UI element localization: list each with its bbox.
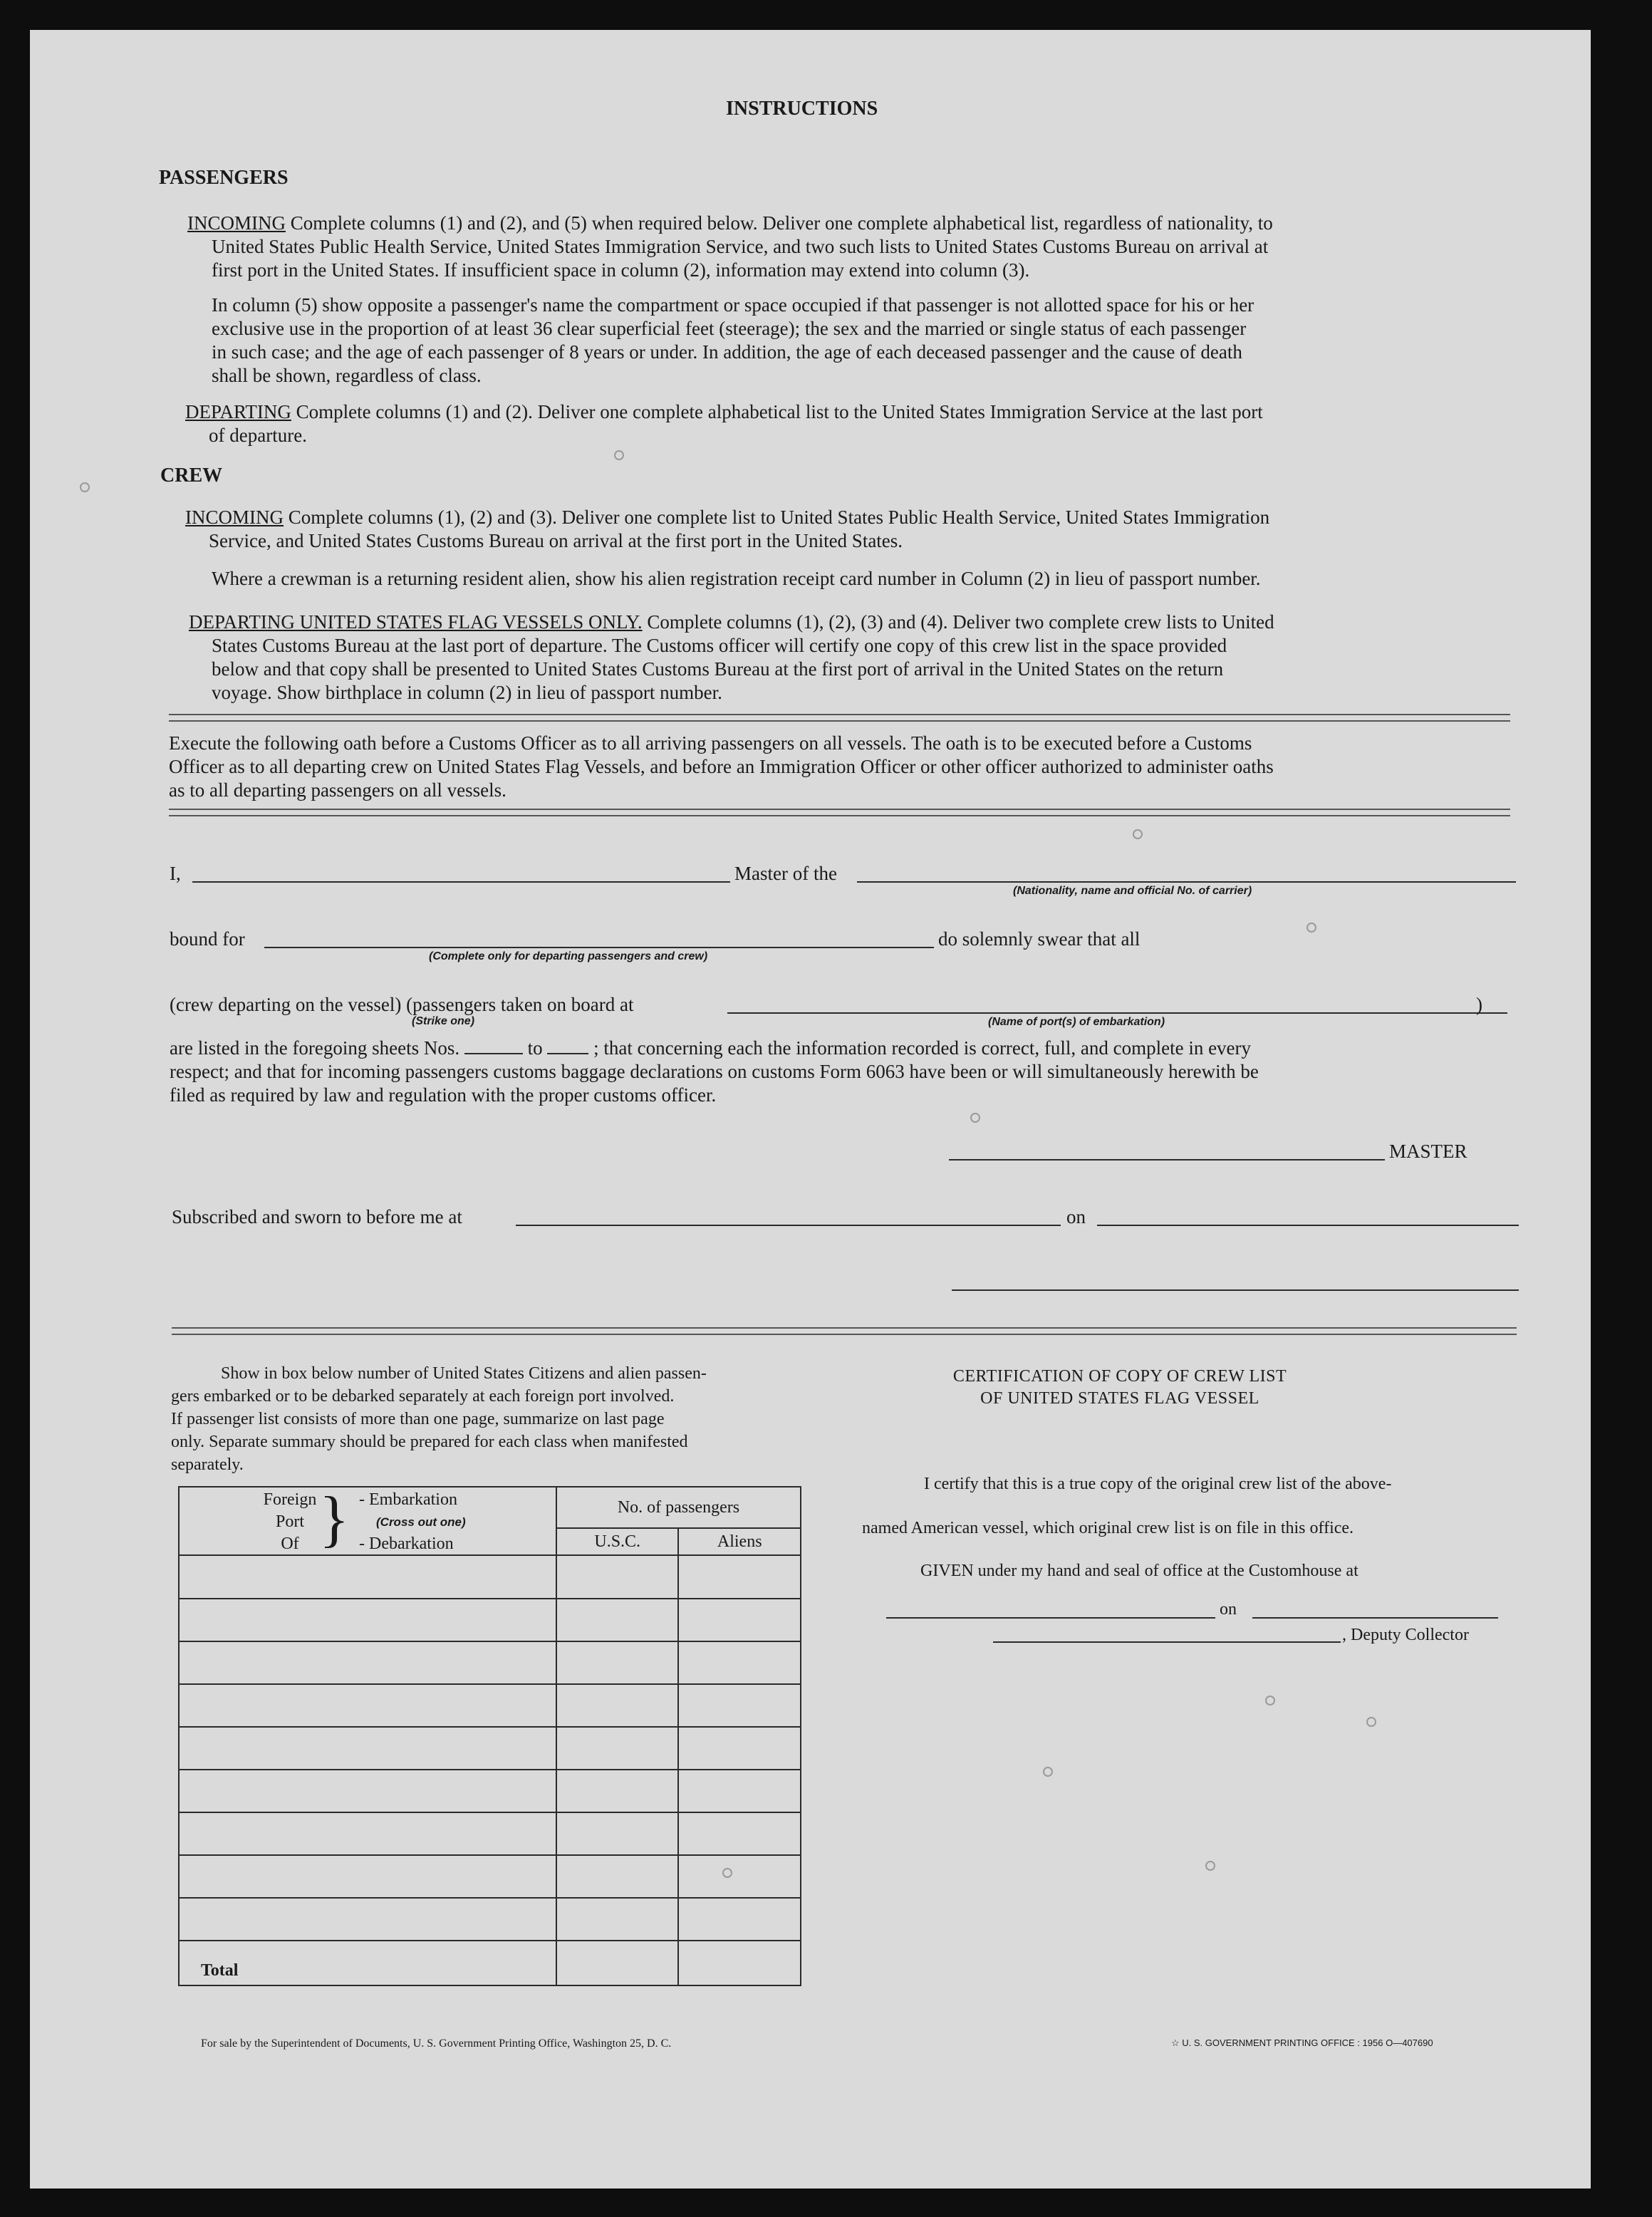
certify-line1: I certify that this is a true copy of the original crew list of the above- (924, 1475, 1392, 1493)
footer-sale-note: For sale by the Superintendent of Documents, U. S. Government Printing Office, Washington 25, D. C. (201, 2037, 672, 2050)
cross-out-label: (Cross out one) (376, 1515, 466, 1529)
officer-signature-field[interactable] (952, 1289, 1519, 1291)
port-cell[interactable] (179, 1641, 556, 1684)
paper-speck (1366, 1717, 1376, 1727)
carrier-caption: (Nationality, name and official No. of carrier) (1013, 885, 1252, 897)
certification-date-field[interactable] (1252, 1617, 1498, 1619)
swear-label: do solemnly swear that all (938, 928, 1141, 950)
usc-cell[interactable] (556, 1555, 679, 1599)
usc-total-cell[interactable] (556, 1941, 679, 1985)
footer-print-note: ☆ U. S. GOVERNMENT PRINTING OFFICE : 1956 O—407690 (1171, 2037, 1433, 2048)
crew-heading: CREW (160, 464, 223, 487)
subscribed-place-field[interactable] (516, 1225, 1061, 1226)
listed-to: to (527, 1037, 543, 1059)
certification-title-line2: OF UNITED STATES FLAG VESSEL (980, 1389, 1259, 1408)
aliens-cell[interactable] (678, 1599, 801, 1641)
paper-speck (1043, 1767, 1053, 1777)
port-cell[interactable] (179, 1599, 556, 1641)
passengers-departing-label: DEPARTING (185, 401, 291, 422)
summary-line2: gers embarked or to be debarked separately at each foreign port involved. (171, 1387, 675, 1406)
usc-cell[interactable] (556, 1641, 679, 1684)
aliens-cell[interactable] (678, 1812, 801, 1855)
bound-caption: (Complete only for departing passengers and crew) (429, 950, 708, 962)
column5-line1: In column (5) show opposite a passenger's name the compartment or space occupied if that passenger is not allotted space for his or her (212, 294, 1254, 316)
subscribed-label: Subscribed and sworn to before me at (172, 1206, 462, 1227)
port-cell[interactable] (179, 1898, 556, 1941)
port-header-cell (179, 1487, 556, 1555)
paper-speck (614, 450, 624, 460)
oath-instructions-line3: as to all departing passengers on all vessels. (169, 779, 506, 801)
crew-departing-line4: voyage. Show birthplace in column (2) in lieu of passport number. (212, 682, 722, 703)
divider (169, 714, 1510, 722)
paper-speck (1265, 1696, 1275, 1705)
certification-title (863, 1366, 1376, 1410)
summary-line1: Show in box below number of United States Citizens and alien passen- (221, 1364, 707, 1383)
port-cell[interactable] (179, 1770, 556, 1812)
crew-departing-label: DEPARTING UNITED STATES FLAG VESSELS ONLY. (189, 611, 643, 633)
usc-cell[interactable] (556, 1727, 679, 1770)
crew-resident-line: Where a crewman is a returning resident alien, show his alien registration receipt card number in Column (2) in lieu of passport number. (212, 568, 1261, 589)
master-signature-field[interactable] (949, 1159, 1385, 1161)
bound-for-label: bound for (170, 928, 245, 950)
crew-departing-line3: below and that copy shall be presented to United States Customs Bureau at the first port of arrival in the United States on the return (212, 658, 1224, 680)
aliens-cell[interactable] (678, 1855, 801, 1898)
aliens-cell[interactable] (678, 1898, 801, 1941)
summary-instructions (171, 1362, 707, 1476)
subscribed-on-label: on (1066, 1206, 1086, 1227)
crew-incoming-text: Complete columns (1), (2) and (3). Deliver one complete list to United States Public Health Service, United States Immigration (288, 507, 1270, 528)
paper-speck (1133, 829, 1143, 839)
no-of-passengers-header: No. of passengers (556, 1487, 801, 1528)
port-cell[interactable] (179, 1727, 556, 1770)
oath-instructions-line2: Officer as to all departing crew on United States Flag Vessels, and before an Immigration Officer or other officer authorized to administer oaths (169, 756, 1274, 777)
foreign-label: Foreign (263, 1490, 317, 1509)
master-of-the-label: Master of the (734, 863, 837, 884)
column5-line3: in such case; and the age of each passenger of 8 years or under. In addition, the age of each deceased passenger and the cause of death (212, 341, 1242, 363)
master-label: MASTER (1389, 1141, 1467, 1162)
usc-cell[interactable] (556, 1599, 679, 1641)
port-cell[interactable] (179, 1684, 556, 1727)
aliens-cell[interactable] (678, 1555, 801, 1599)
passengers-departing-line2: of departure. (209, 425, 307, 446)
aliens-cell[interactable] (678, 1770, 801, 1812)
master-name-field[interactable] (192, 881, 730, 883)
crew-incoming-line1 (185, 506, 1269, 529)
column5-line2: exclusive use in the proportion of at least 36 clear superficial feet (steerage); the sex and the married or single status of each passenger (212, 318, 1247, 339)
debarkation-label: - Debarkation (359, 1535, 454, 1553)
divider (169, 809, 1510, 816)
subscribed-date-field[interactable] (1097, 1225, 1519, 1226)
summary-line4: only. Separate summary should be prepared for each class when manifested (171, 1433, 688, 1451)
divider (172, 1327, 1517, 1335)
filed-line: filed as required by law and regulation with the proper customs officer. (170, 1084, 717, 1106)
column5-line4: shall be shown, regardless of class. (212, 365, 482, 386)
deputy-signature-field[interactable] (993, 1641, 1341, 1643)
customhouse-field[interactable] (886, 1617, 1215, 1619)
usc-cell[interactable] (556, 1770, 679, 1812)
crew-departing-line2: States Customs Bureau at the last port of departure. The Customs officer will certify one copy of this crew list in the space provided (212, 635, 1227, 656)
aliens-total-cell[interactable] (678, 1941, 801, 1985)
summary-line5: separately. (171, 1455, 244, 1474)
oath-instructions-line1: Execute the following oath before a Customs Officer as to all arriving passengers on all vessels. The oath is to be executed before a Customs (169, 732, 1252, 754)
paper-speck (722, 1868, 732, 1878)
sheet-to-field[interactable] (547, 1053, 588, 1054)
passengers-heading: PASSENGERS (159, 167, 289, 189)
embarkation-label: - Embarkation (359, 1490, 457, 1509)
close-paren: ) (1476, 994, 1482, 1015)
aliens-cell[interactable] (678, 1727, 801, 1770)
passengers-incoming-line3: first port in the United States. If insufficient space in column (2), information may extend into column (3). (212, 259, 1030, 281)
listed-text-a: are listed in the foregoing sheets Nos. (170, 1037, 460, 1059)
listed-line (170, 1037, 1251, 1060)
paper-speck (970, 1113, 980, 1123)
usc-cell[interactable] (556, 1684, 679, 1727)
passengers-departing-line1 (185, 400, 1263, 424)
aliens-cell[interactable] (678, 1684, 801, 1727)
summary-line3: If passenger list consists of more than one page, summarize on last page (171, 1410, 665, 1428)
total-label: Total (179, 1941, 556, 1985)
usc-cell[interactable] (556, 1812, 679, 1855)
respect-line: respect; and that for incoming passengers customs baggage declarations on customs Form 6063 have been or will simultaneously herewith be (170, 1061, 1259, 1082)
crew-departing-line1 (189, 611, 1274, 634)
port-cell[interactable] (179, 1855, 556, 1898)
crew-incoming-line2: Service, and United States Customs Bureau on arrival at the first port in the United States. (209, 530, 903, 551)
ports-field[interactable] (727, 1012, 1507, 1014)
oath-i-label: I, (170, 863, 181, 884)
crew-departing-label: (crew departing on the vessel) (passengers taken on board at (170, 994, 634, 1015)
ports-caption: (Name of port(s) of embarkation) (988, 1016, 1165, 1028)
aliens-cell[interactable] (678, 1641, 801, 1684)
certification-title-line1: CERTIFICATION OF COPY OF CREW LIST (952, 1367, 1287, 1386)
passengers-incoming-label: INCOMING (187, 212, 286, 234)
certify-line2: named American vessel, which original crew list is on file in this office. (862, 1519, 1354, 1537)
passengers-incoming-text: Complete columns (1) and (2), and (5) when required below. Deliver one complete alphabetical list, regardless of nationality, to (290, 212, 1273, 234)
crew-incoming-label: INCOMING (185, 507, 284, 528)
page-title: INSTRUCTIONS (726, 98, 878, 120)
of-label: Of (281, 1535, 299, 1553)
port-cell[interactable] (179, 1555, 556, 1599)
crew-departing-text: Complete columns (1), (2), (3) and (4). Deliver two complete crew lists to United (647, 611, 1274, 633)
given-line: GIVEN under my hand and seal of office at the Customhouse at (920, 1562, 1359, 1580)
paper-speck (1205, 1861, 1215, 1871)
port-cell[interactable] (179, 1812, 556, 1855)
usc-cell[interactable] (556, 1898, 679, 1941)
passengers-incoming-line2: United States Public Health Service, United States Immigration Service, and two such lists to United States Customs Bureau on arrival at (212, 236, 1269, 257)
sheet-from-field[interactable] (464, 1053, 523, 1054)
passengers-departing-text: Complete columns (1) and (2). Deliver one complete alphabetical list to the United States Immigration Service at the last port (296, 401, 1263, 422)
passengers-incoming-line1 (187, 212, 1273, 235)
carrier-field[interactable] (857, 881, 1516, 883)
port-label: Port (275, 1512, 304, 1531)
usc-header: U.S.C. (556, 1528, 679, 1555)
certification-on-label: on (1220, 1600, 1237, 1619)
form-page (30, 30, 1591, 2189)
brace-icon: } (319, 1485, 350, 1554)
aliens-header: Aliens (678, 1528, 801, 1555)
paper-speck (1306, 923, 1316, 933)
passenger-summary-table (178, 1486, 801, 1986)
deputy-collector-label: , Deputy Collector (1342, 1626, 1469, 1644)
paper-speck (80, 482, 90, 492)
strike-caption: (Strike one) (412, 1015, 475, 1027)
listed-text-b: ; that concerning each the information recorded is correct, full, and complete in every (593, 1037, 1252, 1059)
usc-cell[interactable] (556, 1855, 679, 1898)
bound-for-field[interactable] (264, 947, 934, 948)
